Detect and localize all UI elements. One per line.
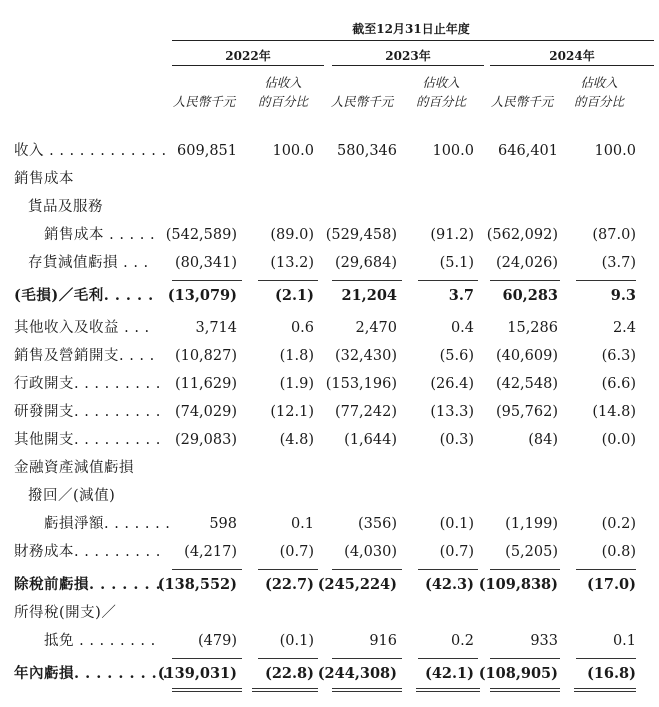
amount-cell: (562,092) (486, 227, 558, 243)
row-label: 銷售成本 (14, 171, 74, 187)
percent-cell: (1.8) (279, 348, 314, 364)
amount-cell: (32,430) (334, 348, 397, 364)
amount-cell: (4,217) (184, 544, 237, 560)
row-label: 所得稅(開支)／ (14, 605, 117, 621)
percent-cell: (2.1) (275, 287, 314, 304)
percent-cell: (6.6) (601, 376, 636, 392)
percent-cell: (4.8) (279, 432, 314, 448)
percent-cell: (0.0) (601, 432, 636, 448)
percent-cell: (26.4) (430, 376, 474, 392)
percent-cell: (91.2) (430, 227, 474, 243)
percent-cell: 0.2 (450, 633, 474, 649)
subtotal-rule (576, 280, 636, 281)
percent-cell: (1.9) (279, 376, 314, 392)
row-goods-services (0, 194, 659, 220)
percent-cell: (0.8) (601, 544, 636, 560)
pct-label-2024: 佔收入 的百分比 (573, 75, 624, 109)
amount-cell: (245,224) (317, 576, 397, 593)
subtotal-rule (576, 569, 636, 570)
amount-label-2024: 人民幣千元 (490, 94, 554, 109)
pct-label-2023: 佔收入 的百分比 (415, 75, 466, 109)
subtotal-rule (172, 658, 242, 659)
percent-cell: 0.6 (290, 320, 314, 336)
row-other-expenses (0, 427, 659, 453)
subtotal-rule (332, 280, 402, 281)
amount-cell: (42,548) (495, 376, 558, 392)
amount-cell: (542,589) (165, 227, 237, 243)
row-label: 銷售成本 . . . . . (44, 227, 156, 243)
percent-cell: (12.1) (270, 404, 314, 420)
row-label: 除稅前虧損. . . . . . . (14, 576, 162, 593)
subtotal-rule (332, 569, 402, 570)
year-rule-2024 (490, 65, 654, 66)
amount-cell: (1,199) (505, 516, 558, 532)
row-label: 其他開支. . . . . . . . . (14, 432, 161, 448)
amount-cell: 609,851 (177, 143, 237, 159)
amount-cell: (11,629) (174, 376, 237, 392)
total-double-rule (416, 688, 480, 689)
percent-cell: 100.0 (432, 143, 474, 159)
subtotal-rule (576, 658, 636, 659)
row-label: 虧損淨額. . . . . . . (44, 516, 171, 532)
amount-cell: (479) (198, 633, 237, 649)
row-label: 財務成本. . . . . . . . . (14, 544, 161, 560)
row-loss-for-year (0, 661, 659, 687)
amount-cell: 21,204 (341, 287, 397, 304)
amount-label-2023: 人民幣千元 (330, 94, 394, 109)
row-label: 貨品及服務 (28, 199, 103, 215)
row-label: 抵免 . . . . . . . . (44, 633, 156, 649)
percent-cell: 3.7 (448, 287, 474, 304)
percent-cell: (17.0) (586, 576, 636, 593)
percent-cell: (42.3) (424, 576, 474, 593)
row-label: 金融資產減值虧損 (14, 460, 134, 476)
percent-cell: (14.8) (592, 404, 636, 420)
year-header-2024: 2024年 (549, 49, 595, 63)
amount-cell: (29,684) (334, 255, 397, 271)
pct-label-2022: 佔收入 的百分比 (257, 75, 308, 109)
amount-cell: (13,079) (167, 287, 237, 304)
amount-cell: 3,714 (195, 320, 237, 336)
amount-cell: 2,470 (355, 320, 397, 336)
row-admin-expenses (0, 371, 659, 397)
amount-cell: (139,031) (157, 665, 237, 682)
amount-cell: (5,205) (505, 544, 558, 560)
amount-label-2022: 人民幣千元 (172, 94, 236, 109)
period-header: 截至12月31日止年度 (352, 22, 470, 36)
percent-cell: 100.0 (272, 143, 314, 159)
total-double-rule (332, 688, 402, 689)
amount-cell: (109,838) (478, 576, 558, 593)
percent-cell: (16.8) (586, 665, 636, 682)
total-double-rule (574, 691, 636, 692)
amount-cell: (84) (528, 432, 558, 448)
subtotal-rule (418, 280, 478, 281)
total-double-rule (172, 691, 242, 692)
subtotal-rule (490, 569, 560, 570)
amount-cell: (153,196) (325, 376, 397, 392)
percent-cell: (13.2) (270, 255, 314, 271)
amount-cell: 646,401 (498, 143, 558, 159)
subtotal-rule (172, 569, 242, 570)
row-fin-asset-impairment-heading (0, 455, 659, 481)
percent-cell: 2.4 (612, 320, 636, 336)
amount-cell: (24,026) (495, 255, 558, 271)
subtotal-rule (258, 569, 318, 570)
percent-cell: (0.2) (601, 516, 636, 532)
total-double-rule (490, 691, 560, 692)
row-cost-of-sales-heading (0, 166, 659, 192)
percent-cell: (0.1) (439, 516, 474, 532)
subtotal-rule (172, 280, 242, 281)
percent-cell: (13.3) (430, 404, 474, 420)
subtotal-rule (258, 280, 318, 281)
row-gross-profit (0, 283, 659, 309)
percent-cell: (5.1) (439, 255, 474, 271)
percent-cell: (0.1) (279, 633, 314, 649)
row-other-income (0, 315, 659, 341)
subtotal-rule (258, 658, 318, 659)
row-label: 行政開支. . . . . . . . . (14, 376, 161, 392)
subtotal-rule (490, 658, 560, 659)
subtotal-rule (418, 658, 478, 659)
year-header-2023: 2023年 (385, 49, 431, 63)
total-double-rule (332, 691, 402, 692)
amount-cell: 580,346 (337, 143, 397, 159)
row-income-tax-heading (0, 600, 659, 626)
row-inventory-impairment (0, 250, 659, 276)
year-rule-2022 (172, 65, 324, 66)
percent-cell: 0.4 (450, 320, 474, 336)
amount-cell: (108,905) (478, 665, 558, 682)
percent-cell: (42.1) (424, 665, 474, 682)
amount-cell: (4,030) (344, 544, 397, 560)
percent-cell: 100.0 (594, 143, 636, 159)
total-double-rule (252, 691, 318, 692)
amount-cell: 933 (530, 633, 558, 649)
year-header-2022: 2022年 (225, 49, 271, 63)
percent-cell: 9.3 (610, 287, 636, 304)
percent-cell: (22.8) (264, 665, 314, 682)
amount-cell: 598 (209, 516, 237, 532)
total-double-rule (490, 688, 560, 689)
amount-cell: (244,308) (317, 665, 397, 682)
percent-cell: (6.3) (601, 348, 636, 364)
percent-cell: (0.7) (279, 544, 314, 560)
row-label: (毛損)／毛利. . . . . (14, 287, 154, 304)
amount-cell: 60,283 (502, 287, 558, 304)
amount-cell: (10,827) (174, 348, 237, 364)
percent-cell: (0.7) (439, 544, 474, 560)
row-label: 銷售及營銷開支. . . . (14, 348, 155, 364)
row-label: 存貨減值虧損 . . . (28, 255, 149, 271)
row-loss-before-tax (0, 572, 659, 598)
percent-cell: (5.6) (439, 348, 474, 364)
amount-cell: (29,083) (174, 432, 237, 448)
row-label: 年內虧損. . . . . . . . . (14, 665, 169, 682)
period-header-rule (172, 40, 654, 41)
percent-cell: (22.7) (264, 576, 314, 593)
row-label: 撥回／(減值) (28, 488, 116, 504)
row-rd-expenses (0, 399, 659, 425)
amount-cell: (77,242) (334, 404, 397, 420)
amount-cell: (138,552) (157, 576, 237, 593)
total-double-rule (416, 691, 480, 692)
percent-cell: (0.3) (439, 432, 474, 448)
amount-cell: (1,644) (344, 432, 397, 448)
amount-cell: (80,341) (174, 255, 237, 271)
amount-cell: (40,609) (495, 348, 558, 364)
row-reversal-heading (0, 483, 659, 509)
row-cost-of-sales (0, 222, 659, 248)
percent-cell: (87.0) (592, 227, 636, 243)
total-double-rule (252, 688, 318, 689)
percent-cell: (3.7) (601, 255, 636, 271)
total-double-rule (574, 688, 636, 689)
row-selling-expenses (0, 343, 659, 369)
row-finance-costs (0, 539, 659, 565)
row-tax-credit (0, 628, 659, 654)
amount-cell: (74,029) (174, 404, 237, 420)
year-rule-2023 (332, 65, 484, 66)
amount-cell: 15,286 (507, 320, 558, 336)
subtotal-rule (332, 658, 402, 659)
percent-cell: 0.1 (612, 633, 636, 649)
row-label: 研發開支. . . . . . . . . (14, 404, 161, 420)
amount-cell: (529,458) (325, 227, 397, 243)
row-revenue (0, 138, 659, 164)
subtotal-rule (418, 569, 478, 570)
row-label: 其他收入及收益 . . . (14, 320, 150, 336)
total-double-rule (172, 688, 242, 689)
amount-cell: (356) (358, 516, 397, 532)
amount-cell: 916 (369, 633, 397, 649)
percent-cell: 0.1 (290, 516, 314, 532)
percent-cell: (89.0) (270, 227, 314, 243)
row-impairment-net (0, 511, 659, 537)
amount-cell: (95,762) (495, 404, 558, 420)
subtotal-rule (490, 280, 560, 281)
row-label: 收入 . . . . . . . . . . . . (14, 143, 167, 159)
